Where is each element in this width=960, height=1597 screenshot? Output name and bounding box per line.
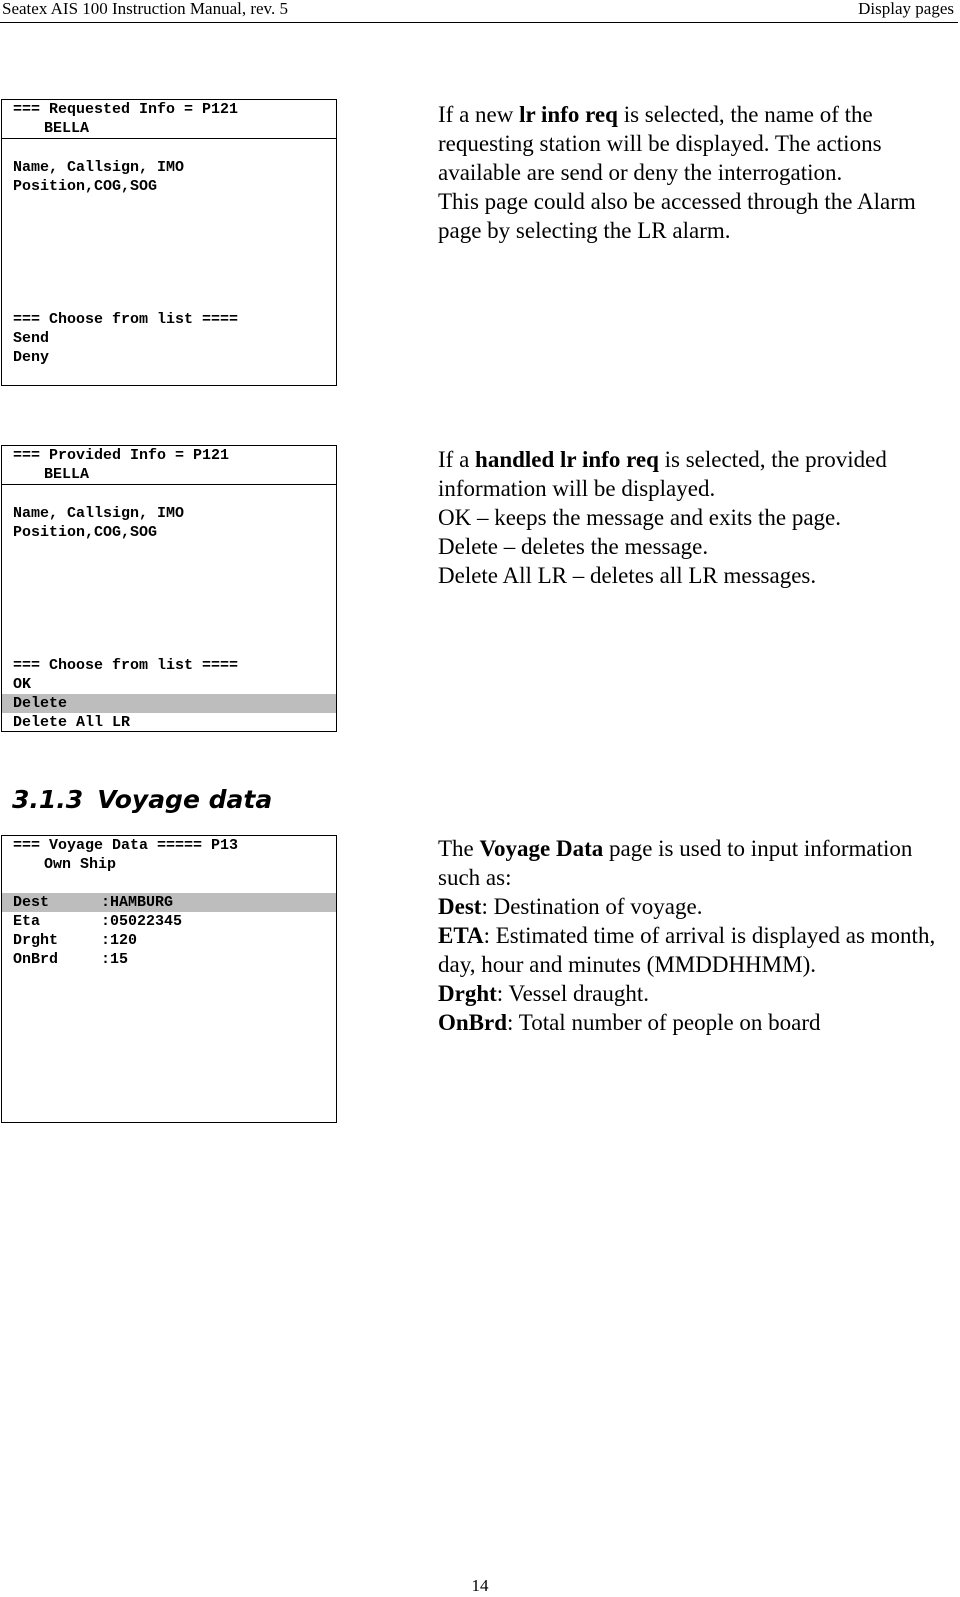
screen-subtitle: BELLA <box>44 120 90 137</box>
screen-title-text: === Voyage Data ===== P13 <box>13 837 239 854</box>
option-deny[interactable]: Deny <box>13 349 50 366</box>
desc-term: lr info req <box>519 102 618 127</box>
field-value: :05022345 <box>101 913 183 930</box>
info-line: Name, Callsign, IMO <box>13 159 185 176</box>
option-send[interactable]: Send <box>13 330 50 347</box>
list-header: === Choose from list ==== <box>13 657 239 674</box>
info-line: Position,COG,SOG <box>13 178 158 195</box>
field-label: Drght <box>13 932 59 949</box>
field-onbrd[interactable] <box>2 950 336 969</box>
option-ok[interactable]: OK <box>13 676 32 693</box>
page-number: 14 <box>471 1576 489 1595</box>
section-heading <box>12 785 272 814</box>
requested-info-screen <box>1 99 337 386</box>
field-value: :HAMBURG <box>101 894 174 911</box>
info-line: Position,COG,SOG <box>13 524 158 541</box>
requested-info-description <box>438 100 948 245</box>
desc-term: ETA <box>438 923 484 948</box>
screen-subtitle: BELLA <box>44 466 90 483</box>
field-label: OnBrd <box>13 951 59 968</box>
option-delete[interactable]: Delete <box>2 694 336 713</box>
screen-title <box>2 100 336 139</box>
desc-text: is selected, the provided information will be displayed. <box>438 447 887 501</box>
field-eta[interactable] <box>2 912 336 931</box>
section-title: Voyage data <box>97 785 273 814</box>
desc-term: Drght <box>438 981 497 1006</box>
field-value: :120 <box>101 932 138 949</box>
desc-text: is selected, the name of the requesting station will be displayed. The actions available are send or deny the interrogation. <box>438 102 882 185</box>
desc-term: handled lr info req <box>475 447 659 472</box>
field-value: :15 <box>101 951 129 968</box>
voyage-data-description <box>438 834 948 1037</box>
header-section-title: Display pages <box>858 0 954 18</box>
desc-text: The <box>438 836 480 861</box>
desc-text: If a <box>438 447 476 472</box>
desc-term: OnBrd <box>438 1010 508 1035</box>
header-manual-title: Seatex AIS 100 Instruction Manual, rev. 5 <box>2 0 288 18</box>
desc-text: page is used to input information such as: <box>438 836 913 890</box>
field-drght[interactable] <box>2 931 336 950</box>
field-label: Dest <box>13 894 50 911</box>
desc-term: Voyage Data <box>479 836 604 861</box>
screen-subtitle: Own Ship <box>44 856 117 873</box>
info-line: Name, Callsign, IMO <box>13 505 185 522</box>
voyage-data-screen <box>1 835 337 1123</box>
desc-text: OK – keeps the message and exits the page. <box>438 505 842 530</box>
page-header <box>0 0 958 23</box>
option-delete-all-lr[interactable]: Delete All LR <box>13 714 131 731</box>
section-number: 3.1.3 <box>12 785 84 814</box>
desc-text: : Vessel draught. <box>496 981 650 1006</box>
desc-text: : Total number of people on board <box>507 1010 821 1035</box>
screen-title <box>2 446 336 485</box>
provided-info-description <box>438 445 948 590</box>
provided-info-screen <box>1 445 337 732</box>
desc-text: Delete All LR – deletes all LR messages. <box>438 563 817 588</box>
desc-text: This page could also be accessed through the Alarm page by selecting the LR alarm. <box>438 189 916 243</box>
screen-title <box>2 836 336 874</box>
field-label: Eta <box>13 913 41 930</box>
screen-title-text: === Provided Info = P121 <box>13 447 230 464</box>
desc-text: : Estimated time of arrival is displayed as month, day, hour and minutes (MMDDHHMM). <box>438 923 936 977</box>
desc-text: Delete – deletes the message. <box>438 534 709 559</box>
field-dest[interactable] <box>2 893 336 912</box>
list-header: === Choose from list ==== <box>13 311 239 328</box>
desc-term: Dest <box>438 894 482 919</box>
desc-text: : Destination of voyage. <box>481 894 703 919</box>
desc-text: If a new <box>438 102 520 127</box>
screen-title-text: === Requested Info = P121 <box>13 101 239 118</box>
